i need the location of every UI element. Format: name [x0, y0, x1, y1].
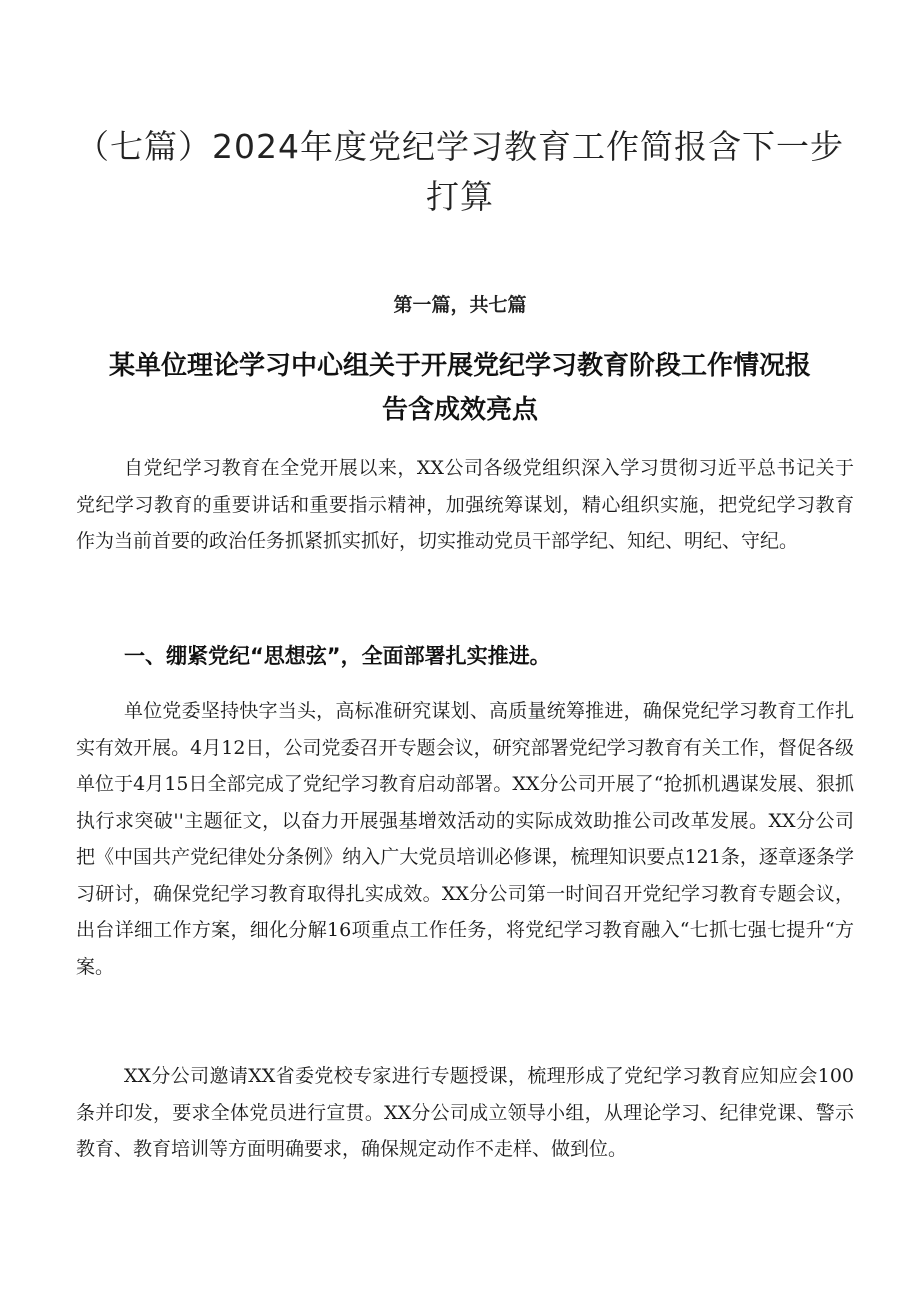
- document-title: （七篇）2024年度党纪学习教育工作简报含下一步打算: [76, 127, 844, 216]
- paragraph-deployment: 单位党委坚持快字当头，高标准研究谋划、高质量统筹推进，确保党纪学习教育工作扎实有效开展。4月12日，公司党委召开专题会议，研究部署党纪学习教育有关工作，督促各级单位于4月15日全部完成了党纪学习教育启动部署。XX分公司开展了“抢抓机遇谋发展、狠抓执行求突破''主题征文，以奋力开展强基增效活动的实际成效助推公司改革发展。XX分公司把《中国共产党纪律处分条例》纳入广大党员培训必修课，梳理知识要点121条，逐章逐条学习研讨，确保党纪学习教育取得扎实成效。XX分公司第一时间召开党纪学习教育专题会议，出台详细工作方案，细化分解16项重点工作任务，将党纪学习教育融入“七抓七强七提升“方案。: [76, 700, 854, 978]
- part-label: 第一篇，共七篇: [393, 294, 527, 316]
- article-subtitle: 某单位理论学习中心组关于开展党纪学习教育阶段工作情况报告含成效亮点: [108, 351, 811, 425]
- paragraph-intro: 自党纪学习教育在全党开展以来，XX公司各级党组织深入学习贯彻习近平总书记关于党纪学习教育的重要讲话和重要指示精神，加强统筹谋划，精心组织实施，把党纪学习教育作为当前首要的政治任务抓紧抓实抓好，切实推动党员干部学纪、知纪、明纪、守纪。: [76, 457, 854, 552]
- paragraph-training: XX分公司邀请XX省委党校专家进行专题授课，梳理形成了党纪学习教育应知应会100条并印发，要求全体党员进行宣贯。XX分公司成立领导小组，从理论学习、纪律党课、警示教育、教育培训等方面明确要求，确保规定动作不走样、做到位。: [76, 1065, 854, 1160]
- section-heading-1: 一、绷紧党纪“思想弦”，全面部署扎实推进。: [124, 644, 551, 668]
